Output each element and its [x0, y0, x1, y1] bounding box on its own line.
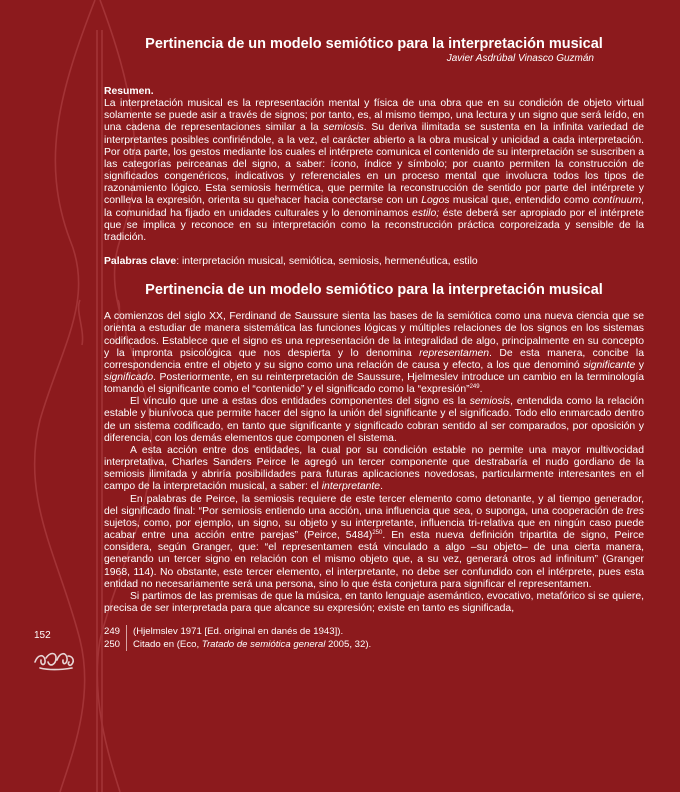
article-title: Pertinencia de un modelo semiótico para la interpretación musical	[145, 36, 603, 52]
footnotes	[104, 625, 644, 651]
body-paragraph-3: A esta acción entre dos entidades, la cual por su condición estable no permite una mayor multivocidad interpretativa, Charles Sanders Peirce le agregó un tercer componente que destrabaría el nudo gordiano de la semiosis ilimitada y abriría posibilidades para futuras aplicaciones novedosas, particularmente interesantes en el campo de la interpretación musical, a saber: el interpretante.	[104, 444, 644, 493]
author-name: Javier Asdrúbal Vinasco Guzmán	[446, 53, 594, 64]
keywords	[104, 256, 644, 268]
footnote-249	[104, 625, 644, 638]
footnote-text: (Hjelmslev 1971 [Ed. original en danés de 1943]).	[133, 626, 344, 638]
section-title: Pertinencia de un modelo semiótico para la interpretación musical	[145, 282, 603, 299]
ornament-icon	[32, 648, 78, 672]
body-paragraph-4: En palabras de Peirce, la semiosis requiere de este tercer elemento como detonante, y al tiempo generador, del significado final: “Por semiosis entiendo una acción, una influencia que sea, o suponga, una cooperación de tres sujetos, como, por ejemplo, un signo, su objeto y su interpretante, influencia tri-relativa que en ningún caso puede acabar entre una acción entre parejas” (Peirce, 5484)$^{250}$. En esta nueva definición tripartita de signo, Peirce considera, según Granger, que: “el representamen está vinculado a algo –su objeto– de una cierta manera, generando un tercer signo en relación con el mismo objeto que, a su vez, generará otros ad infinitum” (Granger 1968, 114). No obstante, este tercer elemento, el interpretante, no debe ser confundido con el intérprete, pues esta entidad no necesariamente será una persona, sino lo que ésta conjetura para significar el representamen.	[104, 493, 644, 590]
main-content	[104, 36, 644, 651]
body-paragraph-5: Si partimos de las premisas de que la música, en tanto lenguaje asemántico, evocativo, metafórico si se quiere, precisa de ser interpretada para que alcance su expresión; existe en tanto es significada,	[104, 590, 644, 614]
body-paragraph-1: A comienzos del siglo XX, Ferdinand de Saussure sienta las bases de la semiótica como una nueva ciencia que se orienta a estudiar de manera sistemática las funciones lógicas y múltiples relaciones de los signos en los sistemas codificados. Establece que el signo es una representación de la integralidad de algo, principalmente en su concepto y la impronta psicológica que nos despierta y lo denomina representamen. De esta manera, concibe la correspondencia entre el objeto y su signo como una relación de causa y efecto, a los que denominó significante y significado. Posteriormente, en su reinterpretación de Saussure, Hjelmeslev introduce un cambio en la terminología tomando el significante como el “contenido” y el significado como la “expresión”$^{249}$.	[104, 311, 644, 396]
abstract-label: Resumen.	[104, 86, 154, 97]
footnote-ref-249: 249	[469, 384, 480, 391]
footnote-ref-250: 250	[372, 530, 383, 537]
footnote-text: Citado en (Eco, Tratado de semiótica general 2005, 32).	[133, 639, 372, 651]
body-paragraph-2: El vínculo que une a estas dos entidades componentes del signo es la semiosis, entendida como la relación estable y biunívoca que permite hacer del signo la unión del significante y el significado. Todo ello enmarcado dentro de un sistema codificado, en tanto que significante y significado cobran sentido al ser comparados, por oposición y diferencia, con los demás elementos que componen el sistema.	[104, 396, 644, 444]
abstract-paragraph: La interpretación musical es la representación mental y física de una obra que en su condición de objeto virtual solamente se puede asir a través de signos; por tanto, es, al mismo tiempo, una lectura y un signo que será leído, en una cadena de representaciones similar a la semiosis. Su deriva ilimitada se sustenta en la infinita variedad de interpretantes posibles confiriéndole, a la vez, el carácter abierto a la obra musical y unicidad a cada interpretación. Por otra parte, los gestos mediante los cuales el intérprete comunica el contenido de su interpretación se suscriben a las categorías peirceanas del signo, a saber: ícono, índice y símbolo; por cuanto permiten la construcción de significados congenéricos, indicativos y referenciales en un proceso mental que involucra todos los tipos de razonamiento lógico. Esta semiosis hermética, que permite la reconstrucción de sentido por parte del intérprete y conlleva la expresión, orienta su quehacer hacia conectarse con un Logos musical que, entendido como contínuum, la comunidad ha fijado en unidades culturales y lo denominamos estilo; éste deberá ser apropiado por el intérprete que se implica y reconoce en su interpretación como la reconstrucción práctica corporeizada y sensible de la tradición.	[104, 98, 645, 243]
footnote-250	[104, 638, 644, 651]
footnote-number: 250	[104, 638, 127, 651]
page-number: 152	[34, 630, 51, 641]
keywords-text: : interpretación musical, semiótica, semiosis, hermenéutica, estilo	[176, 256, 478, 268]
keywords-label: Palabras clave	[104, 256, 177, 268]
footnote-number: 249	[104, 625, 127, 638]
